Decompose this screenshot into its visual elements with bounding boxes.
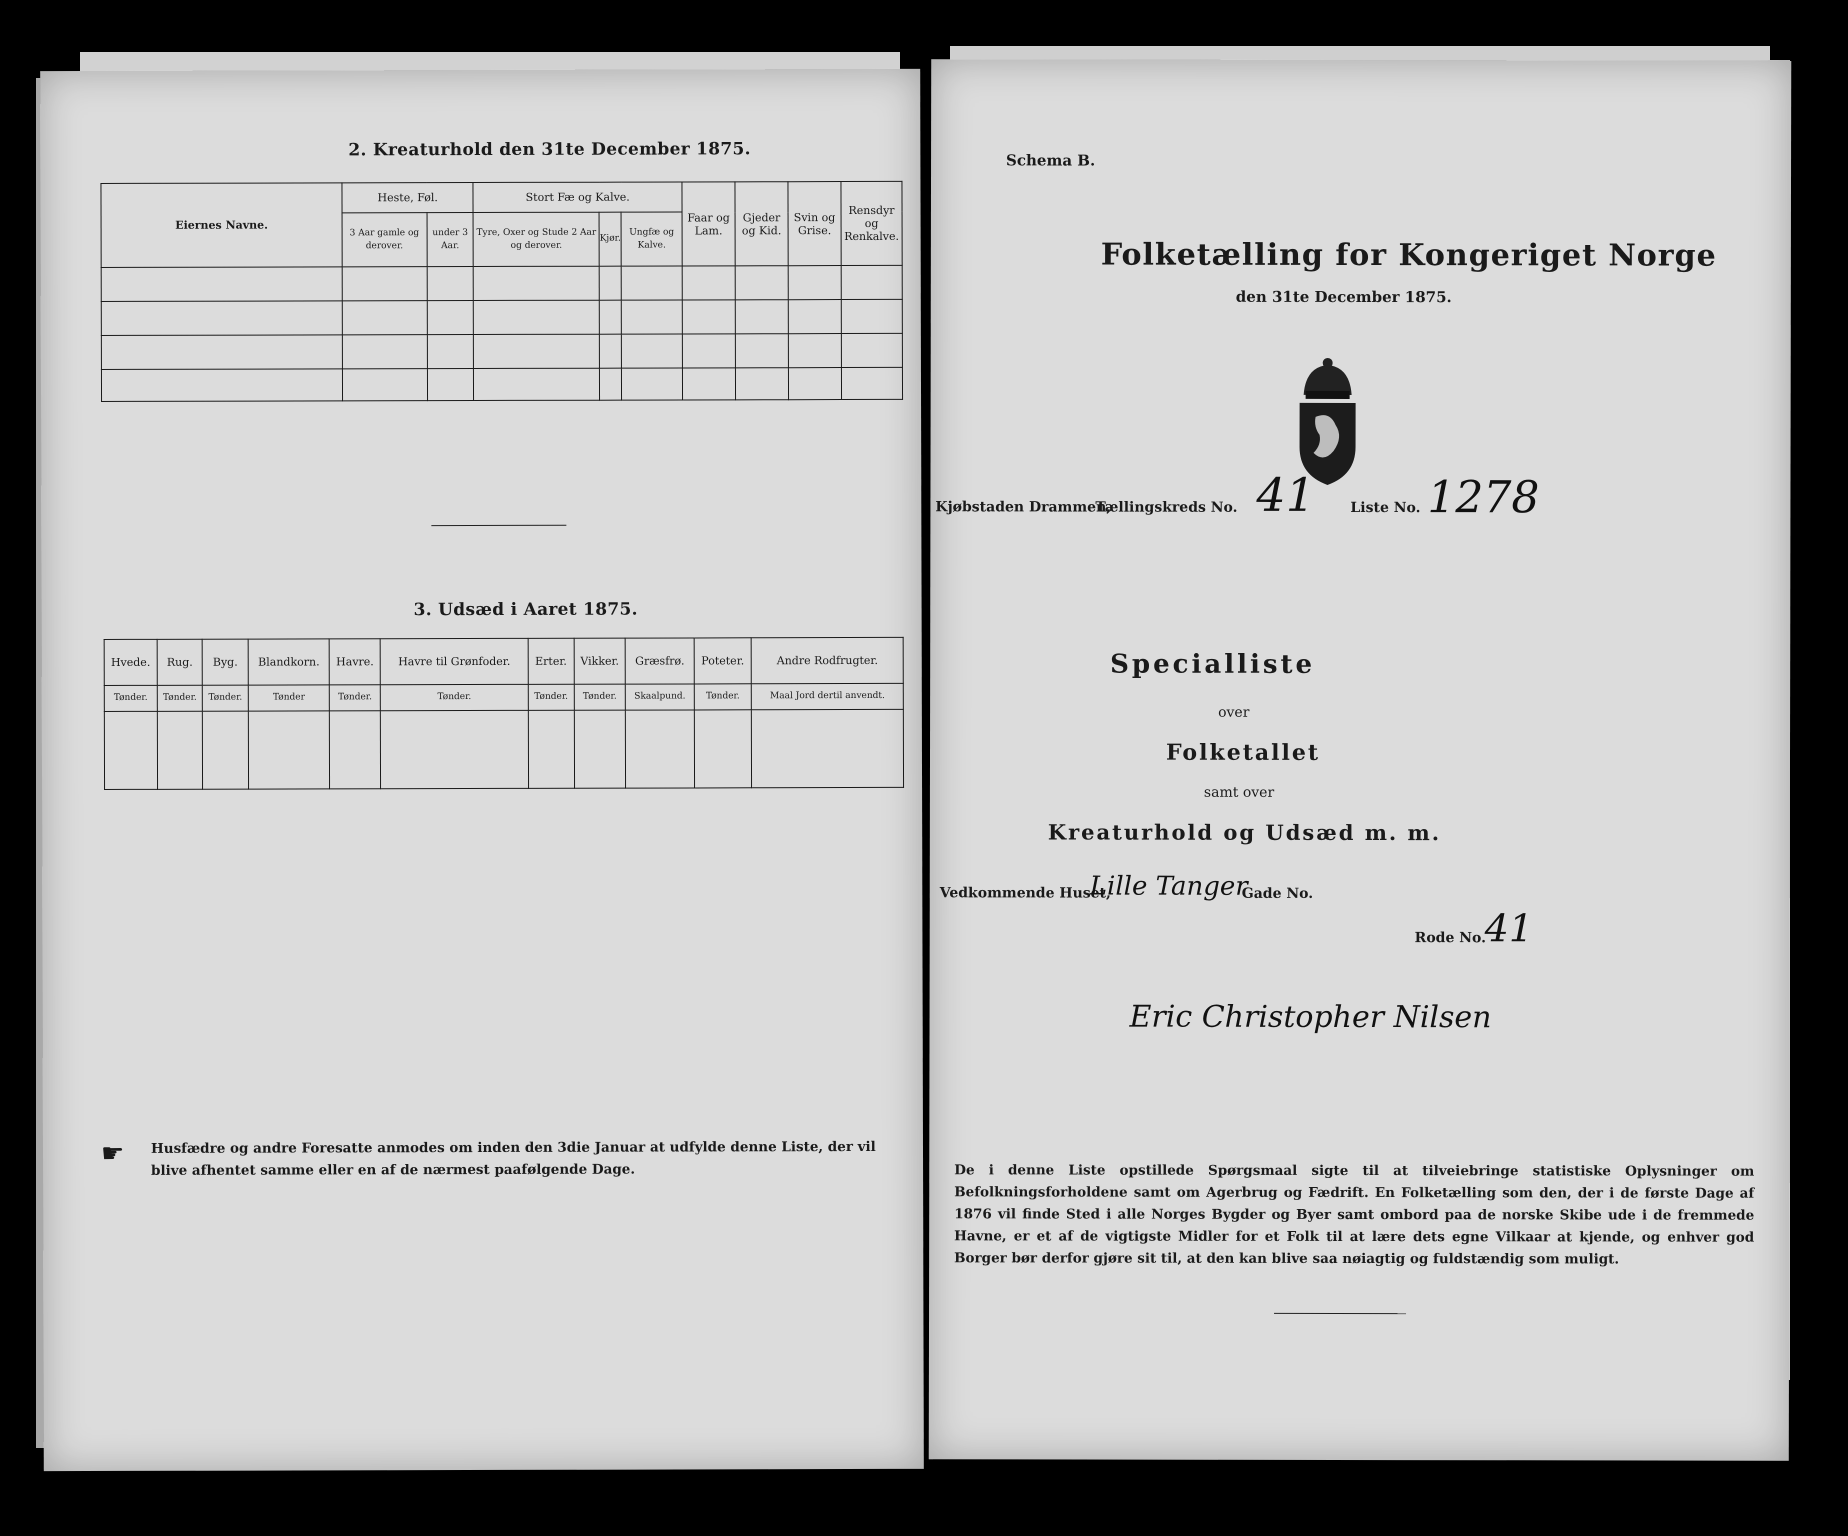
- sowing-col-name: Byg.: [202, 639, 248, 685]
- rode-label: Rode No.: [1414, 930, 1487, 947]
- census-date: den 31te December 1875.: [1235, 287, 1452, 307]
- table-row: [101, 265, 902, 301]
- sowing-col-name: Havre.: [330, 639, 381, 685]
- signature: Eric Christopher Nilsen: [1129, 999, 1492, 1036]
- kreaturhold-text: Kreaturhold og Udsæd m. m.: [1047, 819, 1442, 846]
- sowing-cell: [104, 711, 157, 789]
- census-title: Folketælling for Kongeriget Norge: [1100, 237, 1717, 274]
- col-goats: Gjeder og Kid.: [735, 182, 788, 266]
- table-row: [101, 333, 902, 369]
- sowing-cell: [574, 710, 626, 788]
- specialliste-title: Specialliste: [1110, 649, 1316, 680]
- rode-value: 41: [1484, 906, 1534, 951]
- sowing-col-unit: Tønder.: [203, 685, 249, 711]
- sowing-cell: [248, 711, 330, 789]
- sowing-col-unit: Skaalpund.: [626, 684, 694, 710]
- sowing-col-name: Græsfrø.: [626, 638, 694, 684]
- liste-label: Liste No.: [1350, 499, 1421, 517]
- sowing-col-unit: Tønder.: [694, 684, 752, 710]
- sowing-cell: [694, 710, 752, 788]
- table-row: [104, 709, 903, 789]
- schema-label: Schema B.: [1006, 151, 1096, 170]
- sowing-cell: [380, 710, 528, 788]
- kreds-label: Tællingskreds No.: [1095, 499, 1238, 516]
- sowing-col-unit: Maal Jord dertil anvendt.: [752, 683, 904, 709]
- sowing-cell: [752, 709, 904, 787]
- left-page: [40, 69, 924, 1471]
- sowing-cell: [157, 711, 203, 789]
- sowing-col-name: Poteter.: [694, 638, 752, 684]
- sowing-col-name: Andre Rodfrugter.: [751, 637, 903, 683]
- section2-heading: 2. Kreaturhold den 31te December 1875.: [348, 139, 751, 161]
- table-row: [101, 367, 902, 401]
- sowing-col-name: Blandkorn.: [248, 639, 330, 685]
- col-owner: Eiernes Navne.: [101, 183, 342, 268]
- gade-label: Gade No.: [1241, 885, 1314, 902]
- sowing-cell: [528, 710, 574, 788]
- district-label: Kjøbstaden Drammen,: [935, 499, 1112, 516]
- divider: [1274, 1313, 1406, 1314]
- instructions-note: Husfædre og andre Foresatte anmodes om inden den 3die Januar at udfylde denne Liste, der vil blive afhentet samme eller en af de nærmest paafølgende Dage.: [150, 1138, 876, 1179]
- col-cattle-b: Kjør.: [599, 212, 621, 266]
- huset-label: Vedkommende Huset,: [939, 885, 1111, 902]
- samt-over-text: samt over: [1203, 784, 1275, 801]
- huset-value: Lille Tanger: [1089, 871, 1248, 902]
- liste-value: 1278: [1427, 472, 1540, 524]
- sowing-col-name: Hvede.: [104, 639, 157, 685]
- table-row: [101, 299, 902, 335]
- divider: [431, 525, 566, 526]
- livestock-table: [100, 181, 903, 402]
- col-cattle-a: Tyre, Oxer og Stude 2 Aar og derover.: [473, 212, 599, 266]
- sowing-col-name: Erter.: [528, 638, 574, 684]
- pointing-hand-icon: ☛: [100, 1138, 125, 1169]
- col-reindeer: Rensdyr og Renkalve.: [841, 181, 902, 265]
- col-horses: Heste, Føl.: [342, 183, 474, 213]
- over-text: over: [1218, 704, 1250, 721]
- sowing-col-unit: Tønder.: [330, 685, 381, 711]
- folketallet-text: Folketallet: [1165, 739, 1321, 766]
- sowing-cell: [626, 710, 695, 788]
- sowing-col-name: Havre til Grønfoder.: [380, 638, 528, 684]
- sowing-col-unit: Tønder.: [574, 684, 626, 710]
- sowing-col-unit: Tønder.: [528, 684, 574, 710]
- sowing-cell: [330, 711, 381, 789]
- col-horses-a: 3 Aar gamle og derover.: [342, 213, 427, 267]
- sowing-cell: [203, 711, 249, 789]
- sowing-col-unit: Tønder.: [380, 684, 528, 710]
- sowing-table: [104, 637, 904, 790]
- sowing-col-unit: Tønder: [248, 685, 330, 711]
- sowing-col-unit: Tønder.: [157, 685, 203, 711]
- right-page: [929, 59, 1791, 1460]
- section3-heading: 3. Udsæd i Aaret 1875.: [413, 599, 638, 621]
- census-paragraph: De i denne Liste opstillede Spørgsmaal sigte til at tilveiebringe statistiske Oplysninger om Befolkningsforholdene samt om Agerbrug og Fædrift. En Folketælling som den, der i de første Dage af 1876 vil finde Sted i alle Norges Bygder og Byer samt ombord paa de norske Skibe ude i de fremmede Havne, er et af de vigtigste Midler for et Folk til at lære dets egne Vilkaar at kjende, og enhver god Borger bør derfor gjøre sit til, at den kan blive saa nøiagtig og fuldstændig som muligt.: [954, 1162, 1755, 1268]
- col-sheep: Faar og Lam.: [682, 182, 735, 266]
- col-pigs: Svin og Grise.: [788, 182, 841, 266]
- sowing-col-name: Rug.: [157, 639, 203, 685]
- kreds-value: 41: [1256, 467, 1316, 522]
- sowing-col-unit: Tønder.: [104, 685, 157, 711]
- col-horses-b: under 3 Aar.: [427, 213, 474, 267]
- sowing-col-name: Vikker.: [574, 638, 626, 684]
- col-cattle: Stort Fæ og Kalve.: [473, 182, 682, 213]
- col-cattle-c: Ungfæ og Kalve.: [621, 212, 682, 266]
